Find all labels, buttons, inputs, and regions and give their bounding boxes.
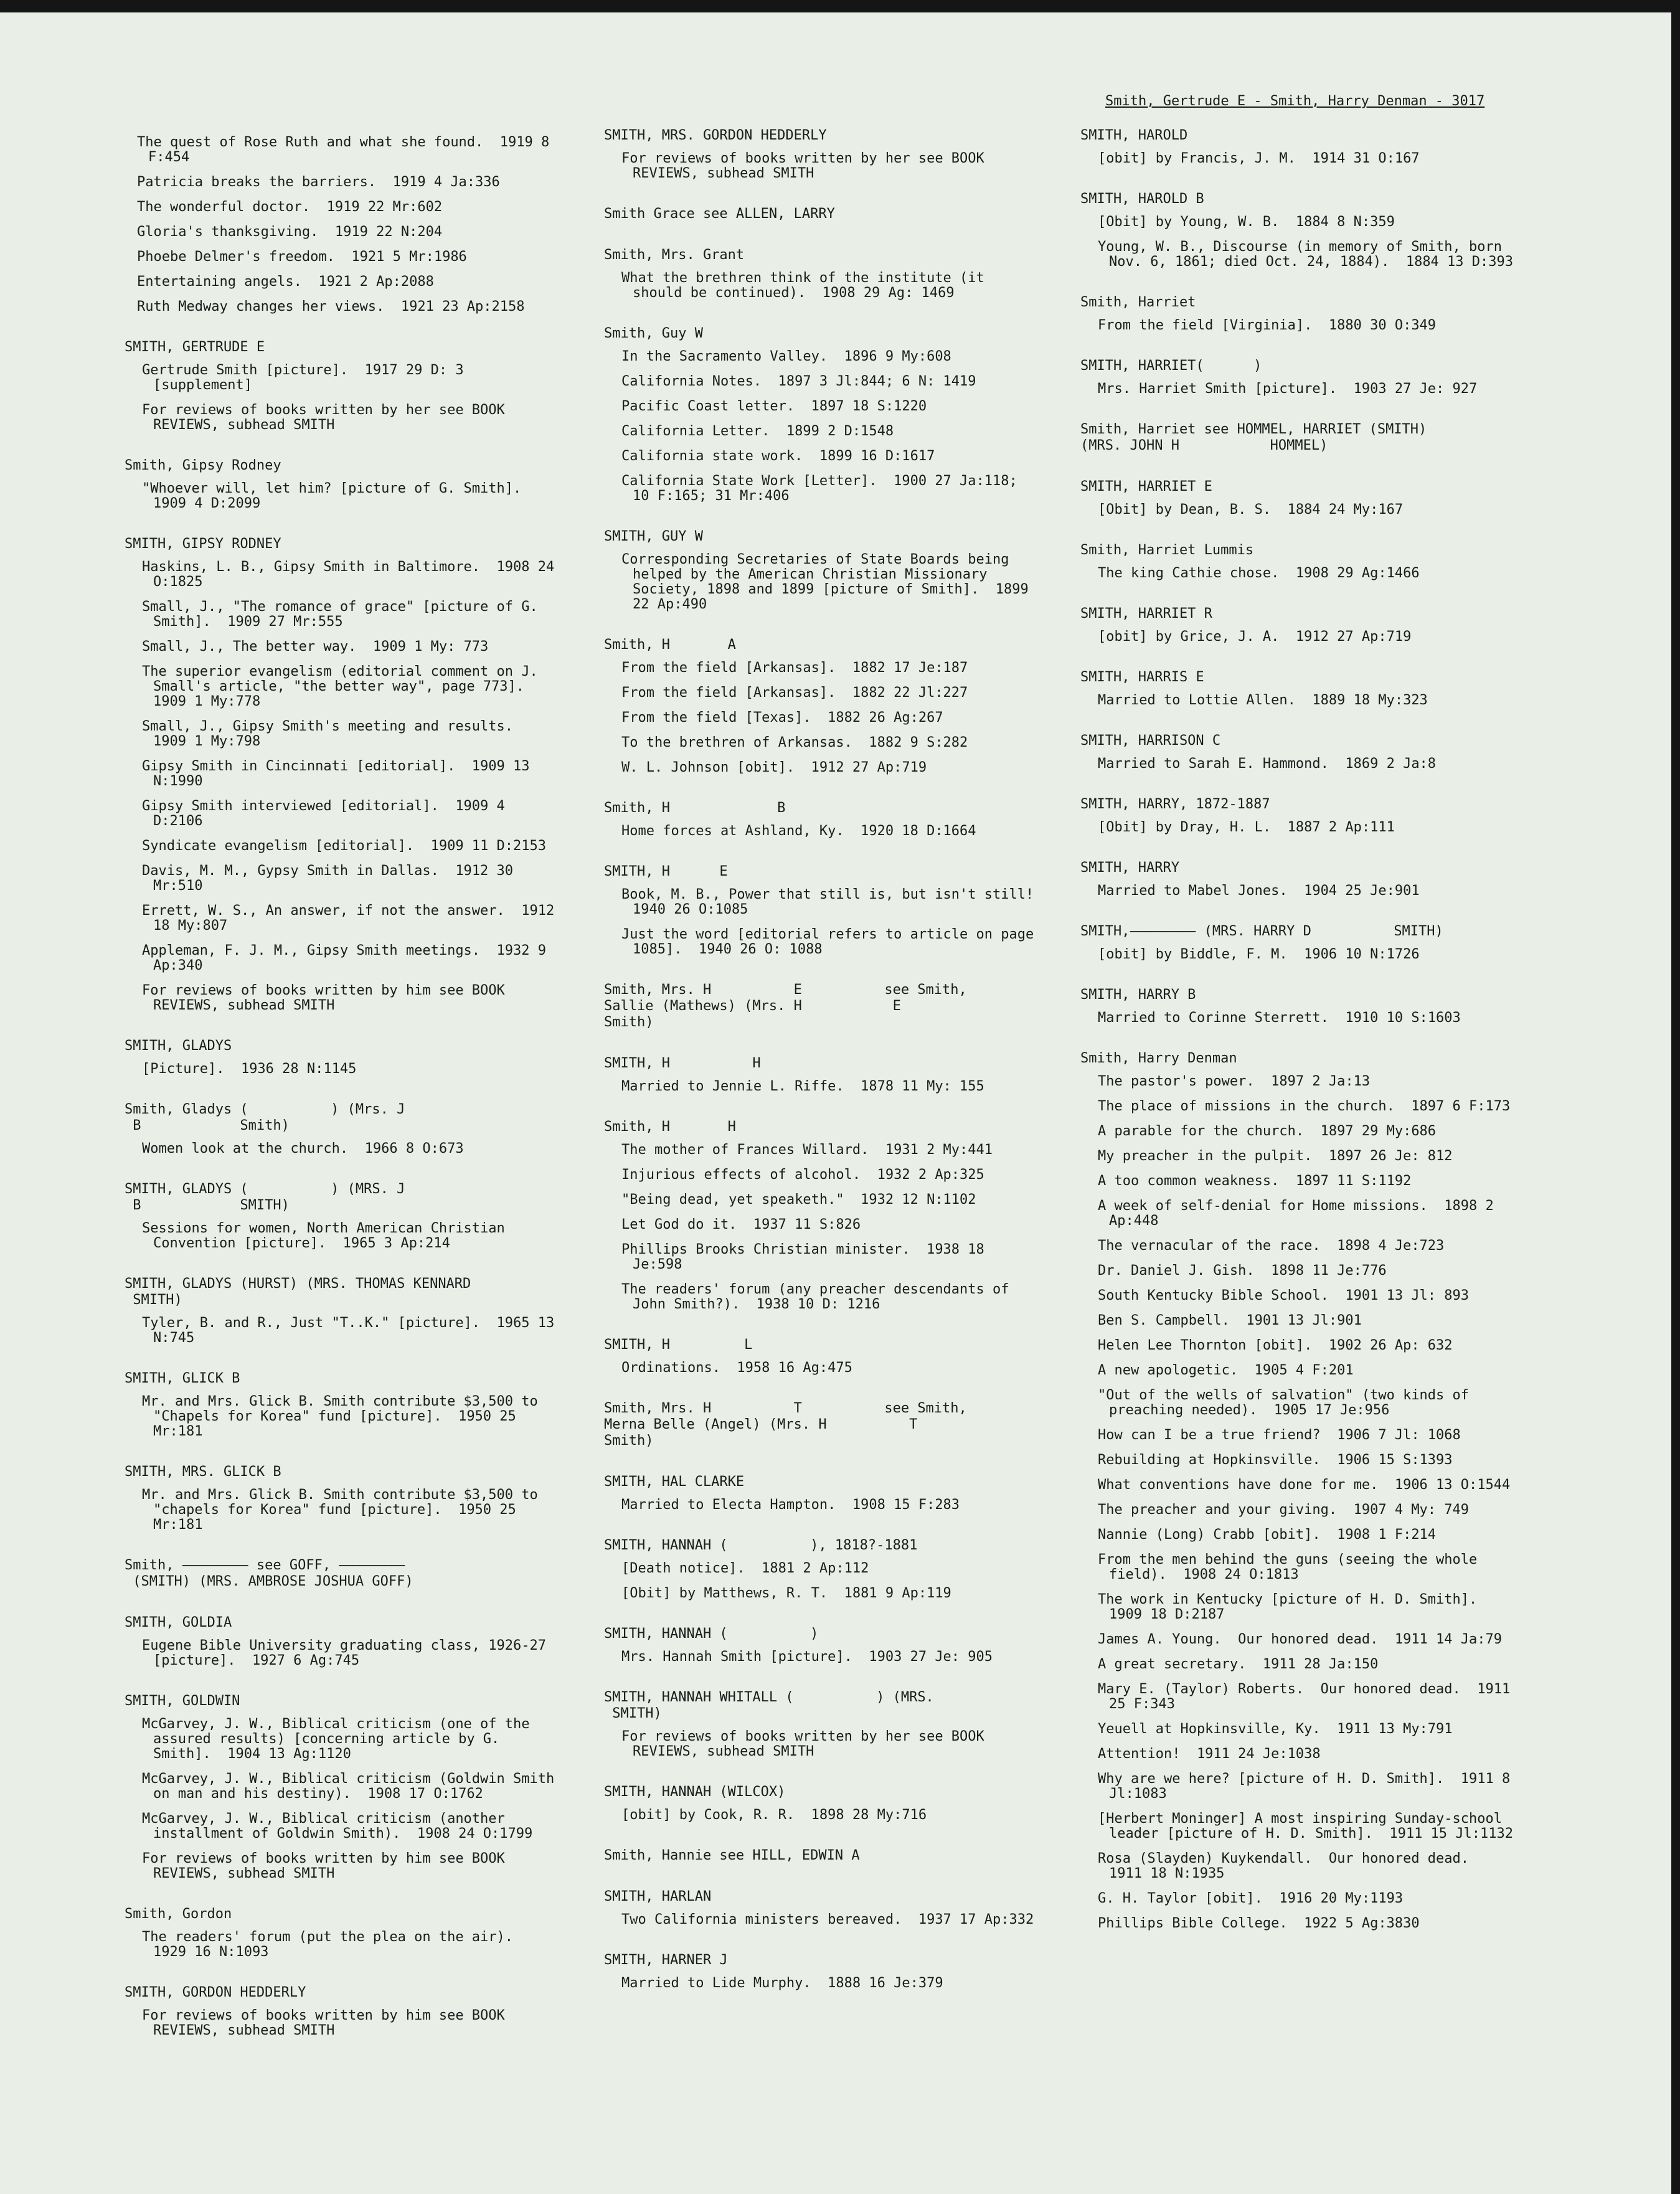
citation: Appleman, F. J. M., Gipsy Smith meetings. 1932 9 Ap:340 bbox=[142, 943, 555, 973]
citation: Tyler, B. and R., Just "T..K." [picture]. 1965 13 N:745 bbox=[142, 1315, 563, 1346]
entry-heading: SMITH, HARRY, 1872-1887 bbox=[1080, 797, 1270, 812]
entry-heading: SMITH, GLADYS ( ) (MRS. J B SMITH) bbox=[125, 1181, 405, 1213]
citation: Ben S. Campbell. 1901 13 Jl:901 bbox=[1098, 1313, 1362, 1328]
index-entry bbox=[1080, 733, 1516, 772]
citation: [Obit] by Dray, H. L. 1887 2 Ap:111 bbox=[1098, 820, 1395, 835]
citation: "Whoever will, let him? [picture of G. Smith]. 1909 4 D:2099 bbox=[142, 481, 538, 511]
index-entry bbox=[604, 247, 1040, 301]
citation: Women look at the church. 1966 8 O:673 bbox=[142, 1141, 464, 1156]
index-entry bbox=[604, 1337, 1040, 1376]
entry-heading: Smith, Mrs. H E see Smith, Sallie (Mathews) (Mrs. H E Smith) bbox=[604, 982, 967, 1030]
citation: The work in Kentucky [picture of H. D. Smith]. 1909 18 D:2187 bbox=[1098, 1592, 1494, 1622]
citation: Pacific Coast letter. 1897 18 S:1220 bbox=[621, 399, 927, 414]
entry-heading: Smith, H A bbox=[604, 637, 736, 653]
citation: Errett, W. S., An answer, if not the answer. 1912 18 My:807 bbox=[142, 903, 563, 934]
entry-heading: SMITH, HARRY bbox=[1080, 860, 1179, 876]
index-entry bbox=[125, 1276, 563, 1346]
citation: Dr. Daniel J. Gish. 1898 11 Je:776 bbox=[1098, 1263, 1387, 1279]
index-entry bbox=[125, 1181, 560, 1251]
citation: How can I be a true friend? 1906 7 Jl: 1068 bbox=[1098, 1427, 1461, 1443]
entry-heading: SMITH, GLADYS bbox=[125, 1038, 232, 1054]
citation: [Herbert Moninger] A most inspiring Sunday-school leader [picture of H. D. Smith]. 1911 15 Jl:1132 bbox=[1098, 1811, 1514, 1842]
citation: [obit] by Francis, J. M. 1914 31 O:167 bbox=[1098, 151, 1420, 166]
citation: [obit] by Biddle, F. M. 1906 10 N:1726 bbox=[1098, 947, 1420, 962]
column-2 bbox=[604, 128, 1050, 2016]
index-entry bbox=[1080, 358, 1516, 397]
citation: Phoebe Delmer's freedom. 1921 5 Mr:1986 bbox=[137, 249, 467, 265]
citation: Rosa (Slayden) Kuykendall. Our honored dead. 1911 18 N:1935 bbox=[1098, 1851, 1486, 1881]
entry-heading: SMITH, GLADYS (HURST) (MRS. THOMAS KENNARD SMITH) bbox=[125, 1276, 471, 1308]
citation: A week of self-denial for Home missions. 1898 2 Ap:448 bbox=[1098, 1198, 1503, 1229]
citation: Eugene Bible University graduating class, 1926-27 [picture]. 1927 6 Ag:745 bbox=[142, 1638, 555, 1668]
citation: Let God do it. 1937 11 S:826 bbox=[621, 1217, 861, 1232]
entry-heading: SMITH, HARRIS E bbox=[1080, 669, 1204, 685]
citation: Phillips Brooks Christian minister. 1938 18 Je:598 bbox=[621, 1242, 993, 1272]
citation: The vernacular of the race. 1898 4 Je:723 bbox=[1098, 1238, 1445, 1254]
citation: [Death notice]. 1881 2 Ap:112 bbox=[621, 1561, 869, 1576]
index-entry bbox=[125, 1558, 560, 1590]
citation: From the field [Arkansas]. 1882 17 Je:187 bbox=[621, 660, 968, 676]
index-entry bbox=[604, 1889, 1040, 1927]
citation: A too common weakness. 1897 11 S:1192 bbox=[1098, 1173, 1412, 1189]
index-entry bbox=[125, 1102, 560, 1156]
citation: Home forces at Ashland, Ky. 1920 18 D:1664 bbox=[621, 823, 976, 839]
citation: Small, J., Gipsy Smith's meeting and results. 1909 1 My:798 bbox=[142, 719, 530, 749]
entry-heading: SMITH, HAL CLARKE bbox=[604, 1474, 745, 1490]
citation: McGarvey, J. W., Biblical criticism (Goldwin Smith on man and his destiny). 1908 17 O:1762 bbox=[142, 1771, 563, 1802]
index-entry bbox=[604, 982, 1040, 1031]
citation: California Notes. 1897 3 Jl:844; 6 N: 1419 bbox=[621, 374, 976, 389]
citation: Small, J., The better way. 1909 1 My: 773 bbox=[142, 639, 489, 655]
index-entry bbox=[125, 458, 560, 511]
entry-heading: Smith, Harry Denman bbox=[1080, 1051, 1237, 1066]
citation: Gipsy Smith in Cincinnati [editorial]. 1909 13 N:1990 bbox=[142, 759, 538, 789]
entry-heading: SMITH, GIPSY RODNEY bbox=[125, 536, 281, 552]
index-entry bbox=[604, 1401, 1040, 1449]
entry-heading: Smith, H H bbox=[604, 1119, 736, 1135]
citation: The readers' forum (any preacher descendants of John Smith?). 1938 10 D: 1216 bbox=[621, 1282, 1017, 1312]
citation: Married to Lottie Allen. 1889 18 My:323 bbox=[1098, 693, 1428, 708]
index-entry bbox=[125, 1693, 563, 1881]
citation: Why are we here? [picture of H. D. Smith]. 1911 8 Jl:1083 bbox=[1098, 1771, 1519, 1802]
index-entry bbox=[604, 1784, 1040, 1823]
citation: The king Cathie chose. 1908 29 Ag:1466 bbox=[1098, 565, 1420, 581]
citation: From the field [Arkansas]. 1882 22 Jl:227 bbox=[621, 685, 968, 701]
citation: What the brethren think of the institute (it should be continued). 1908 29 Ag: 1469 bbox=[621, 270, 993, 301]
citation: Yeuell at Hopkinsville, Ky. 1911 13 My:791 bbox=[1098, 1721, 1453, 1737]
citation: Married to Lide Murphy. 1888 16 Je:379 bbox=[621, 1975, 943, 1991]
citation: Attention! 1911 24 Je:1038 bbox=[1098, 1746, 1321, 1762]
citation: From the field [Virginia]. 1880 30 O:349 bbox=[1098, 318, 1437, 333]
index-entry bbox=[604, 529, 1040, 612]
index-entry bbox=[604, 1626, 1040, 1665]
citation: Mary E. (Taylor) Roberts. Our honored dead. 1911 25 F:343 bbox=[1098, 1681, 1519, 1712]
index-entry bbox=[604, 1538, 1040, 1601]
citation: [obit] by Cook, R. R. 1898 28 My:716 bbox=[621, 1807, 927, 1823]
citation: Ruth Medway changes her views. 1921 23 Ap:2158 bbox=[137, 299, 525, 314]
index-entry bbox=[1080, 479, 1516, 518]
citation: A parable for the church. 1897 29 My:686 bbox=[1098, 1123, 1437, 1139]
index-entry bbox=[125, 1464, 560, 1533]
index-entry bbox=[1080, 669, 1516, 708]
citation: The readers' forum (put the plea on the air). 1929 16 N:1093 bbox=[142, 1929, 530, 1960]
citation: Injurious effects of alcohol. 1932 2 Ap:325 bbox=[621, 1167, 984, 1183]
citation: Ordinations. 1958 16 Ag:475 bbox=[621, 1360, 852, 1376]
citation: The preacher and your giving. 1907 4 My: 749 bbox=[1098, 1502, 1470, 1518]
citation: California State Work [Letter]. 1900 27 Ja:118; 10 F:165; 31 Mr:406 bbox=[621, 473, 1026, 504]
column-1 bbox=[125, 128, 563, 2063]
citation: California state work. 1899 16 D:1617 bbox=[621, 448, 935, 464]
index-entry bbox=[125, 1038, 560, 1077]
index-entry bbox=[604, 206, 1040, 222]
entry-heading: SMITH, HAROLD B bbox=[1080, 191, 1204, 207]
citation: Small, J., "The romance of grace" [picture of G. Smith]. 1909 27 Mr:555 bbox=[142, 599, 547, 630]
citation: Syndicate evangelism [editorial]. 1909 11 D:2153 bbox=[142, 838, 547, 854]
entry-heading: SMITH, H E bbox=[604, 864, 728, 879]
index-entry bbox=[604, 637, 1040, 775]
column-3 bbox=[1080, 128, 1519, 1956]
citation: [obit] by Grice, J. A. 1912 27 Ap:719 bbox=[1098, 629, 1412, 645]
citation: Haskins, L. B., Gipsy Smith in Baltimore. 1908 24 O:1825 bbox=[142, 559, 563, 590]
citation: The superior evangelism (editorial comment on J. Small's article, "the better way", page 773]. 1909 1 My:778 bbox=[142, 664, 547, 709]
index-entry bbox=[1080, 295, 1516, 333]
citation: For reviews of books written by her see BOOK REVIEWS, subhead SMITH bbox=[621, 1729, 993, 1759]
citation: For reviews of books written by him see BOOK REVIEWS, subhead SMITH bbox=[142, 983, 514, 1013]
citation: Married to Corinne Sterrett. 1910 10 S:1603 bbox=[1098, 1010, 1461, 1026]
citation: Gertrude Smith [picture]. 1917 29 D: 3 [supplement] bbox=[142, 362, 472, 393]
scan-top-edge bbox=[0, 0, 1680, 12]
index-entry bbox=[604, 800, 1040, 839]
entry-heading: SMITH, HARRIET E bbox=[1080, 479, 1212, 494]
entry-heading: SMITH, HANNAH WHITALL ( ) (MRS. SMITH) bbox=[604, 1690, 934, 1721]
index-entry bbox=[1080, 128, 1516, 166]
index-entry bbox=[125, 339, 560, 433]
citation: My preacher in the pulpit. 1897 26 Je: 812 bbox=[1098, 1148, 1453, 1164]
entry-heading: SMITH, HARRY B bbox=[1080, 987, 1196, 1003]
entry-heading: SMITH, MRS. GORDON HEDDERLY bbox=[604, 128, 827, 143]
citation: For reviews of books written by him see BOOK REVIEWS, subhead SMITH bbox=[142, 2008, 514, 2038]
entry-heading: Smith, H B bbox=[604, 800, 786, 816]
entry-heading: Smith, Hannie see HILL, EDWIN A bbox=[604, 1848, 860, 1863]
index-entry bbox=[125, 1615, 560, 1668]
citation: Just the word [editorial refers to article on page 1085]. 1940 26 O: 1088 bbox=[621, 927, 1042, 957]
entry-heading: Smith, Mrs. H T see Smith, Merna Belle (Angel) (Mrs. H T Smith) bbox=[604, 1401, 967, 1449]
index-entry bbox=[1080, 422, 1516, 454]
entry-heading: Smith, Mrs. Grant bbox=[604, 247, 745, 263]
index-entry bbox=[604, 128, 1040, 181]
citation: Two California ministers bereaved. 1937 17 Ap:332 bbox=[621, 1912, 1034, 1927]
index-entry bbox=[1080, 860, 1516, 899]
citation: South Kentucky Bible School. 1901 13 Jl: 893 bbox=[1098, 1288, 1470, 1303]
entry-heading: SMITH, GOLDWIN bbox=[125, 1693, 240, 1709]
citation: A great secretary. 1911 28 Ja:150 bbox=[1098, 1657, 1379, 1672]
citation: California Letter. 1899 2 D:1548 bbox=[621, 423, 894, 439]
entry-heading: Smith, Harriet bbox=[1080, 295, 1196, 310]
citation: [Picture]. 1936 28 N:1145 bbox=[142, 1061, 357, 1077]
entry-heading: SMITH, H H bbox=[604, 1056, 761, 1071]
index-entry bbox=[604, 1474, 1040, 1513]
entry-heading: Smith, ———————— see GOFF, ———————— (SMITH) (MRS. AMBROSE JOSHUA GOFF) bbox=[125, 1558, 413, 1589]
citation: Married to Sarah E. Hammond. 1869 2 Ja:8 bbox=[1098, 756, 1437, 772]
citation: The wonderful doctor. 1919 22 Mr:602 bbox=[137, 199, 443, 215]
citation: For reviews of books written by her see BOOK REVIEWS, subhead SMITH bbox=[621, 151, 993, 181]
entry-heading: SMITH, GUY W bbox=[604, 529, 703, 544]
citation: Mrs. Hannah Smith [picture]. 1903 27 Je: 905 bbox=[621, 1649, 993, 1665]
citation: In the Sacramento Valley. 1896 9 My:608 bbox=[621, 349, 951, 364]
citation: A new apologetic. 1905 4 F:201 bbox=[1098, 1363, 1354, 1378]
citation: Davis, M. M., Gypsy Smith in Dallas. 1912 30 Mr:510 bbox=[142, 863, 522, 894]
citation: The mother of Frances Willard. 1931 2 My:441 bbox=[621, 1142, 993, 1158]
citation: [Obit] by Dean, B. S. 1884 24 My:167 bbox=[1098, 502, 1404, 518]
citation: Corresponding Secretaries of State Boards being helped by the American Christian Missionary Society, 1898 and 1899 [picture of Smith]. 1899 22 Ap:490 bbox=[621, 552, 1037, 612]
citation: For reviews of books written by him see BOOK REVIEWS, subhead SMITH bbox=[142, 1851, 514, 1881]
index-entry bbox=[125, 1985, 560, 2038]
entry-heading: SMITH, HARLAN bbox=[604, 1889, 712, 1904]
entry-heading: Smith, Harriet see HOMMEL, HARRIET (SMITH) (MRS. JOHN H HOMMEL) bbox=[1080, 422, 1427, 453]
entry-heading: SMITH, MRS. GLICK B bbox=[125, 1464, 281, 1480]
index-entry bbox=[125, 536, 563, 1013]
citation: Entertaining angels. 1921 2 Ap:2088 bbox=[137, 274, 434, 290]
citation: Gipsy Smith interviewed [editorial]. 1909 4 D:2106 bbox=[142, 798, 514, 829]
citation: Rebuilding at Hopkinsville. 1906 15 S:1393 bbox=[1098, 1452, 1453, 1468]
entry-heading: SMITH, GOLDIA bbox=[125, 1615, 232, 1630]
index-entry bbox=[604, 864, 1050, 957]
entry-heading: Smith, Gladys ( ) (Mrs. J B Smith) bbox=[125, 1102, 405, 1133]
entry-heading: SMITH, H L bbox=[604, 1337, 753, 1353]
index-entry bbox=[1080, 924, 1516, 962]
entry-heading: Smith, Gordon bbox=[125, 1906, 232, 1922]
index-entry bbox=[604, 1056, 1040, 1094]
citation: For reviews of books written by her see BOOK REVIEWS, subhead SMITH bbox=[142, 402, 514, 433]
entry-heading: Smith, Guy W bbox=[604, 326, 703, 341]
entry-heading: SMITH, HARRISON C bbox=[1080, 733, 1221, 749]
citation: "Out of the wells of salvation" (two kinds of preaching needed). 1905 17 Je:956 bbox=[1098, 1388, 1478, 1418]
citation: The place of missions in the church. 1897 6 F:173 bbox=[1098, 1099, 1511, 1114]
index-entry bbox=[1080, 542, 1516, 581]
entry-heading: SMITH, HAROLD bbox=[1080, 128, 1188, 143]
index-entry bbox=[604, 1952, 1040, 1991]
citation: The quest of Rose Ruth and what she found. 1919 8 F:454 bbox=[137, 135, 558, 165]
citation: [Obit] by Young, W. B. 1884 8 N:359 bbox=[1098, 214, 1395, 230]
index-entry bbox=[604, 1848, 1040, 1864]
index-entry bbox=[125, 1371, 560, 1439]
entry-heading: SMITH, GERTRUDE E bbox=[125, 339, 265, 355]
citation: Married to Jennie L. Riffe. 1878 11 My: 155 bbox=[621, 1079, 984, 1094]
citation: Book, M. B., Power that still is, but isn't still! 1940 26 O:1085 bbox=[621, 887, 1050, 917]
entry-heading: Smith, Gipsy Rodney bbox=[125, 458, 281, 473]
citation: The pastor's power. 1897 2 Ja:13 bbox=[1098, 1074, 1371, 1089]
citation: "Being dead, yet speaketh." 1932 12 N:1102 bbox=[621, 1192, 976, 1208]
citation: McGarvey, J. W., Biblical criticism (another installment of Goldwin Smith). 1908 24 O:1799 bbox=[142, 1811, 533, 1842]
citation: W. L. Johnson [obit]. 1912 27 Ap:719 bbox=[621, 760, 927, 775]
entry-heading: SMITH, HARRIET R bbox=[1080, 606, 1212, 622]
citation: Married to Electa Hampton. 1908 15 F:283 bbox=[621, 1497, 960, 1513]
index-entry bbox=[1080, 797, 1516, 835]
citation: [Obit] by Matthews, R. T. 1881 9 Ap:119 bbox=[621, 1586, 951, 1601]
index-entry bbox=[604, 1690, 1040, 1759]
citation: To the brethren of Arkansas. 1882 9 S:282 bbox=[621, 735, 968, 750]
citation: G. H. Taylor [obit]. 1916 20 My:1193 bbox=[1098, 1891, 1404, 1906]
running-head: Smith, Gertrude E - Smith, Harry Denman - 3017 bbox=[1105, 93, 1485, 109]
citation: Gloria's thanksgiving. 1919 22 N:204 bbox=[137, 224, 443, 240]
citation: McGarvey, J. W., Biblical criticism (one of the assured results) [concerning article by G. Smith]. 1904 13 Ag:1120 bbox=[142, 1716, 538, 1762]
citation: Patricia breaks the barriers. 1919 4 Ja:336 bbox=[137, 174, 500, 190]
citation: Mr. and Mrs. Glick B. Smith contribute $3,500 to "chapels for Korea" fund [picture]. 1950 25 Mr:181 bbox=[142, 1487, 547, 1533]
citation: James A. Young. Our honored dead. 1911 14 Ja:79 bbox=[1098, 1632, 1503, 1647]
entry-heading: Smith Grace see ALLEN, LARRY bbox=[604, 206, 835, 222]
entry-heading: Smith, Harriet Lummis bbox=[1080, 542, 1254, 558]
entry-heading: SMITH, HANNAH ( ) bbox=[604, 1626, 819, 1642]
index-entry bbox=[604, 326, 1040, 504]
index-entry bbox=[1080, 987, 1516, 1026]
index-entry bbox=[125, 135, 560, 314]
index-entry bbox=[1080, 606, 1516, 645]
index-entry bbox=[125, 1906, 560, 1960]
entry-heading: SMITH, HARNER J bbox=[604, 1952, 728, 1968]
entry-heading: SMITH, GLICK B bbox=[125, 1371, 240, 1386]
citation: Phillips Bible College. 1922 5 Ag:3830 bbox=[1098, 1916, 1420, 1931]
citation: Married to Mabel Jones. 1904 25 Je:901 bbox=[1098, 883, 1420, 899]
citation: From the field [Texas]. 1882 26 Ag:267 bbox=[621, 710, 943, 726]
citation: Young, W. B., Discourse (in memory of Smith, born Nov. 6, 1861; died Oct. 24, 1884). 1884 13 D:393 bbox=[1098, 239, 1514, 270]
scan-right-edge bbox=[1671, 0, 1680, 2194]
citation: Nannie (Long) Crabb [obit]. 1908 1 F:214 bbox=[1098, 1527, 1437, 1543]
index-entry bbox=[1080, 191, 1516, 270]
entry-heading: SMITH,———————— (MRS. HARRY D SMITH) bbox=[1080, 924, 1443, 939]
citation: Sessions for women, North American Christian Convention [picture]. 1965 3 Ap:214 bbox=[142, 1221, 514, 1251]
citation: Mr. and Mrs. Glick B. Smith contribute $3,500 to "Chapels for Korea" fund [picture]. 1950 25 Mr:181 bbox=[142, 1394, 547, 1439]
entry-heading: SMITH, HANNAH (WILCOX) bbox=[604, 1784, 786, 1800]
citation: Mrs. Harriet Smith [picture]. 1903 27 Je: 927 bbox=[1098, 381, 1478, 397]
citation: Helen Lee Thornton [obit]. 1902 26 Ap: 632 bbox=[1098, 1338, 1453, 1353]
index-entry bbox=[604, 1119, 1040, 1312]
entry-heading: SMITH, GORDON HEDDERLY bbox=[125, 1985, 306, 2000]
entry-heading: SMITH, HARRIET( ) bbox=[1080, 358, 1262, 374]
citation: From the men behind the guns (seeing the whole field). 1908 24 O:1813 bbox=[1098, 1552, 1486, 1582]
entry-heading: SMITH, HANNAH ( ), 1818?-1881 bbox=[604, 1538, 918, 1553]
index-entry bbox=[1080, 1051, 1519, 1931]
citation: What conventions have done for me. 1906 13 O:1544 bbox=[1098, 1477, 1511, 1493]
